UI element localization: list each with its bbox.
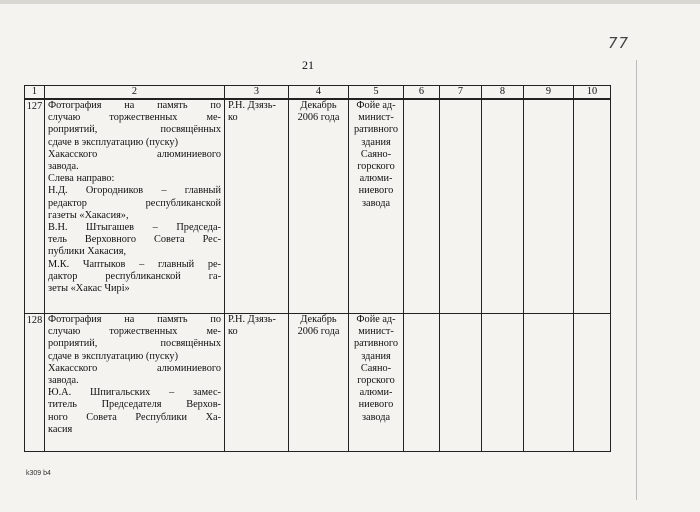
- text-line: титель Председателя Верхов-: [48, 399, 221, 411]
- text-line: зеты «Хакас Чирі»: [48, 283, 130, 295]
- text-line: ративного: [353, 338, 399, 350]
- text-line: Декабрь: [300, 100, 337, 111]
- empty-cell-col-8: [482, 314, 524, 452]
- text-line: случаю торжественных ме-: [48, 326, 221, 338]
- text-line: ко: [228, 326, 238, 338]
- text-line: горского: [357, 161, 395, 173]
- text-line: Декабрь: [300, 314, 337, 325]
- date-cell: [289, 314, 349, 452]
- text-line: минист-: [358, 326, 394, 338]
- text-line: ниевого: [358, 185, 394, 197]
- empty-cell-col-6: [404, 314, 440, 452]
- date-cell: [289, 99, 349, 314]
- text-line: завода: [361, 197, 391, 209]
- empty-cell-col-9: [524, 99, 574, 314]
- text-line: Р.Н. Дзязь-: [228, 314, 276, 325]
- text-line: горского: [357, 375, 395, 387]
- text-line: ко: [228, 112, 238, 124]
- page-top-edge: [0, 0, 700, 4]
- empty-cell-col-7: [440, 99, 482, 314]
- author-cell: [225, 314, 289, 452]
- entry-number: 128: [25, 314, 45, 452]
- table-row: [25, 99, 611, 314]
- column-header-3: 3: [225, 86, 289, 100]
- empty-cell-col-10: [574, 99, 611, 314]
- location-cell: [349, 314, 404, 452]
- paper-fold-line: [636, 60, 637, 500]
- text-line: ного Совета Республики Ха-: [48, 411, 221, 423]
- text-line: Фотография на память по: [48, 314, 221, 325]
- text-line: Ю.А. Шпигальских – замес-: [48, 387, 221, 399]
- column-header-10: 10: [574, 86, 611, 100]
- text-line: здания: [361, 350, 391, 362]
- text-line: Н.Д. Огородников – главный: [48, 185, 221, 197]
- text-line: алюми-: [359, 387, 393, 399]
- header-row: [25, 86, 611, 100]
- text-line: В.Н. Штыгашев – Председа-: [48, 222, 221, 234]
- column-header-6: 6: [404, 86, 440, 100]
- column-header-7: 7: [440, 86, 482, 100]
- text-line: редактор республиканской: [48, 197, 221, 209]
- text-line: завода: [361, 411, 391, 423]
- empty-cell-col-6: [404, 99, 440, 314]
- archive-footer-mark: k309 b4: [26, 470, 51, 477]
- description-cell: [45, 99, 225, 314]
- empty-cell-col-8: [482, 99, 524, 314]
- text-line: Фотография на память по: [48, 100, 221, 111]
- text-line: касия: [48, 423, 73, 435]
- text-line: 2006 года: [297, 326, 340, 338]
- author-cell: [225, 99, 289, 314]
- text-line: минист-: [358, 112, 394, 124]
- page-number: 21: [302, 58, 314, 72]
- column-header-8: 8: [482, 86, 524, 100]
- text-line: роприятий, посвящённых: [48, 124, 221, 136]
- text-line: тель Верховного Совета Рес-: [48, 234, 221, 246]
- text-line: ративного: [353, 124, 399, 136]
- empty-cell-col-7: [440, 314, 482, 452]
- column-header-1: 1: [25, 86, 45, 100]
- handwritten-sheet-number: 77: [608, 34, 630, 52]
- text-line: Слева направо:: [48, 173, 115, 185]
- register-table: [24, 85, 611, 452]
- text-line: Саяно-: [360, 362, 392, 374]
- text-line: 2006 года: [297, 112, 340, 124]
- empty-cell-col-9: [524, 314, 574, 452]
- text-line: Хакасского алюминиевого: [48, 362, 221, 374]
- column-header-5: 5: [349, 86, 404, 100]
- text-line: дактор республиканской га-: [48, 270, 221, 282]
- text-line: случаю торжественных ме-: [48, 112, 221, 124]
- location-cell: [349, 99, 404, 314]
- empty-cell-col-10: [574, 314, 611, 452]
- table-row: [25, 314, 611, 452]
- description-cell: [45, 314, 225, 452]
- text-line: ниевого: [358, 399, 394, 411]
- text-line: завода.: [48, 161, 79, 173]
- text-line: публики Хакасия,: [48, 246, 127, 258]
- text-line: Р.Н. Дзязь-: [228, 100, 276, 111]
- text-line: Хакасского алюминиевого: [48, 148, 221, 160]
- text-line: Фойе ад-: [356, 100, 396, 111]
- text-line: Фойе ад-: [356, 314, 396, 325]
- text-line: М.К. Чаптыков – главный ре-: [48, 258, 221, 270]
- column-header-4: 4: [289, 86, 349, 100]
- column-header-2: 2: [45, 86, 225, 100]
- text-line: роприятий, посвящённых: [48, 338, 221, 350]
- column-header-9: 9: [524, 86, 574, 100]
- text-line: сдаче в эксплуатацию (пуску): [48, 136, 179, 148]
- text-line: завода.: [48, 375, 79, 387]
- entry-number: 127: [25, 99, 45, 314]
- text-line: газеты «Хакасия»,: [48, 209, 129, 221]
- text-line: сдаче в эксплуатацию (пуску): [48, 350, 179, 362]
- text-line: Саяно-: [360, 148, 392, 160]
- text-line: здания: [361, 136, 391, 148]
- text-line: алюми-: [359, 173, 393, 185]
